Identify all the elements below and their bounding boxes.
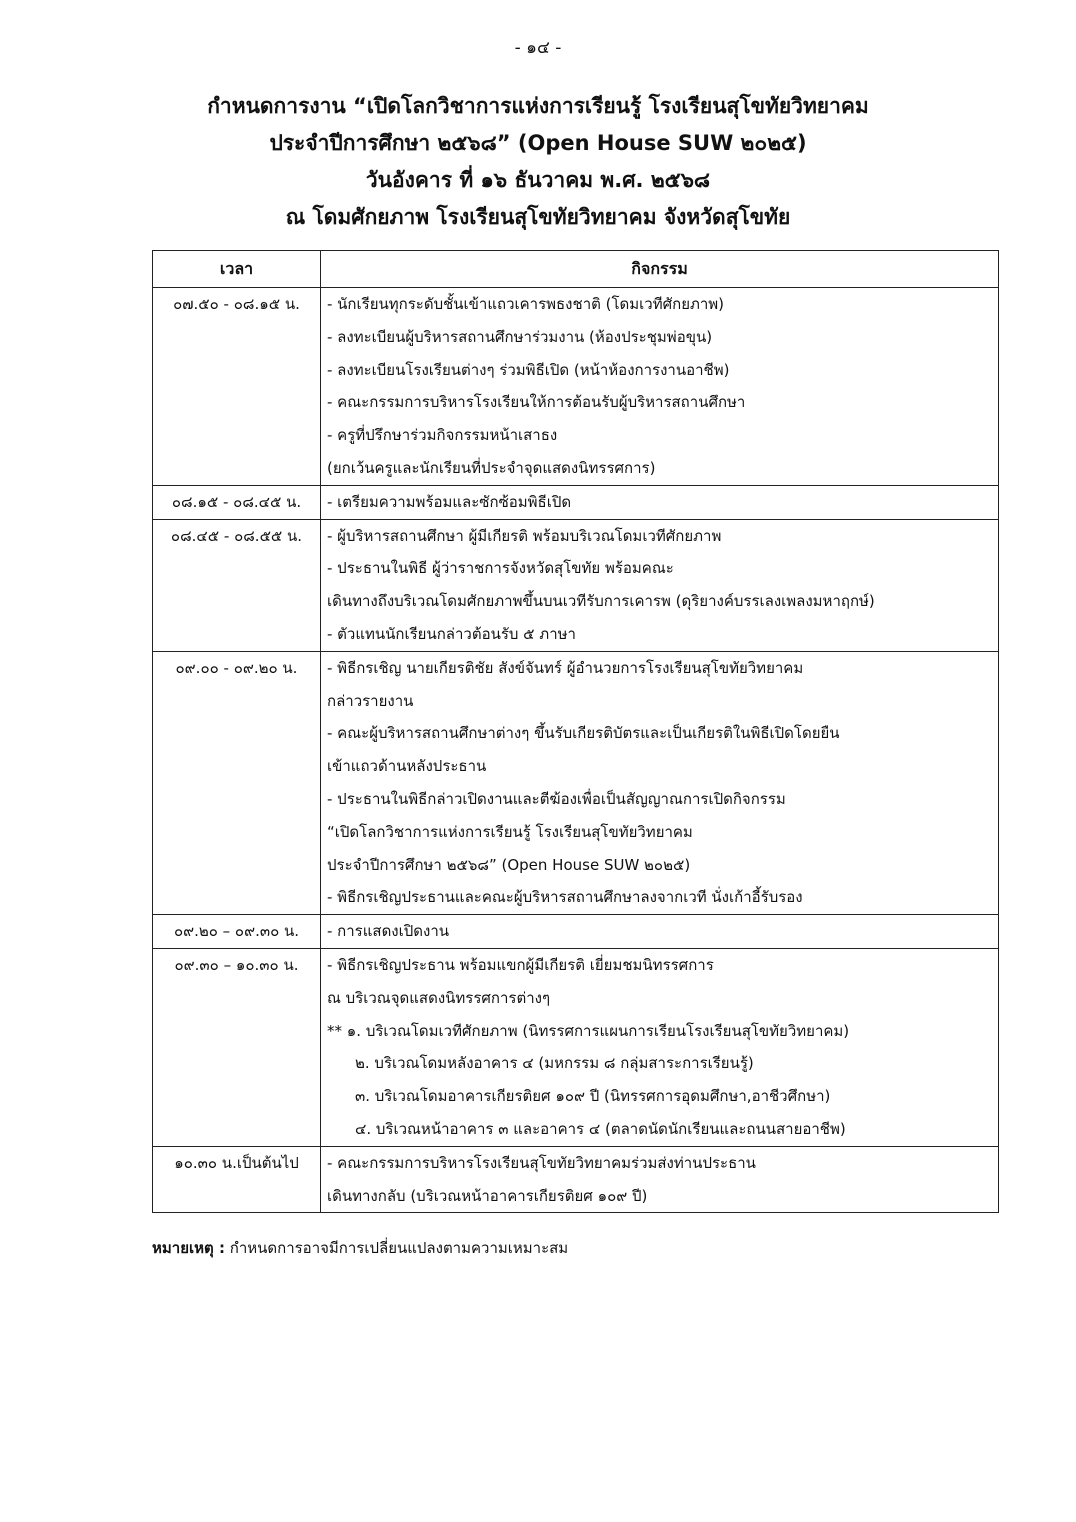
activity-cell bbox=[321, 519, 999, 651]
activity-line: - ลงทะเบียนโรงเรียนต่างๆ ร่วมพิธีเปิด (หน้าห้องการงานอาชีพ) bbox=[327, 360, 730, 379]
activity-line: - คณะกรรมการบริหารโรงเรียนให้การต้อนรับผู้บริหารสถานศึกษา bbox=[327, 393, 746, 412]
schedule-table bbox=[152, 250, 999, 1213]
time-cell: ๐๙.๓๐ – ๑๐.๓๐ น. bbox=[153, 948, 321, 1146]
title-line-4: ณ โดมศักยภาพ โรงเรียนสุโขทัยวิทยาคม จังหวัดสุโขทัย bbox=[285, 205, 791, 229]
time-cell: ๐๙.๒๐ – ๐๙.๓๐ น. bbox=[153, 915, 321, 949]
time-cell: ๑๐.๓๐ น.เป็นต้นไป bbox=[153, 1146, 321, 1213]
activity-line: - ผู้บริหารสถานศึกษา ผู้มีเกียรติ พร้อมบริเวณโดมเวทีศักยภาพ bbox=[327, 526, 722, 545]
table-row bbox=[153, 1146, 999, 1213]
activity-line: ๓. บริเวณโดมอาคารเกียรติยศ ๑๐๙ ปี (นิทรรศการอุดมศึกษา,อาชีวศึกษา) bbox=[355, 1087, 831, 1106]
activity-cell bbox=[321, 948, 999, 1146]
activity-line: - คณะผู้บริหารสถานศึกษาต่างๆ ขึ้นรับเกียรติบัตรและเป็นเกียรติในพิธีเปิดโดยยืน bbox=[327, 724, 840, 743]
activity-line: ** ๑. บริเวณโดมเวทีศักยภาพ (นิทรรศการแผนการเรียนโรงเรียนสุโขทัยวิทยาคม) bbox=[327, 1021, 850, 1040]
activity-line: - การแสดงเปิดงาน bbox=[327, 922, 450, 941]
title-line-3: วันอังคาร ที่ ๑๖ ธันวาคม พ.ศ. ๒๕๖๘ bbox=[365, 168, 711, 192]
activity-line: ประจำปีการศึกษา ๒๕๖๘” (Open House SUW ๒๐๒๕) bbox=[327, 855, 691, 874]
activity-line: - เตรียมความพร้อมและซักซ้อมพิธีเปิด bbox=[327, 492, 572, 511]
remark-label: หมายเหตุ : bbox=[152, 1239, 225, 1257]
activity-line: เดินทางกลับ (บริเวณหน้าอาคารเกียรติยศ ๑๐๙ ปี) bbox=[327, 1186, 648, 1205]
table-row bbox=[153, 915, 999, 949]
activity-column-header: กิจกรรม bbox=[321, 251, 999, 288]
table-row bbox=[153, 948, 999, 1146]
activity-line: ณ บริเวณจุดแสดงนิทรรศการต่างๆ bbox=[327, 988, 551, 1007]
document-title bbox=[80, 88, 996, 236]
table-row bbox=[153, 288, 999, 486]
activity-line: - ตัวแทนนักเรียนกล่าวต้อนรับ ๕ ภาษา bbox=[327, 624, 576, 643]
activity-line: - ประธานในพิธีกล่าวเปิดงานและตีฆ้องเพื่อเป็นสัญญาณการเปิดกิจกรรม bbox=[327, 789, 786, 808]
time-cell: ๐๘.๔๕ - ๐๘.๕๕ น. bbox=[153, 519, 321, 651]
table-row bbox=[153, 651, 999, 914]
title-line-1: กำหนดการงาน “เปิดโลกวิชาการแห่งการเรียนรู้ โรงเรียนสุโขทัยวิทยาคม bbox=[207, 94, 869, 118]
activity-line: - ครูที่ปรึกษาร่วมกิจกรรมหน้าเสาธง bbox=[327, 426, 558, 445]
remark-note bbox=[152, 1236, 568, 1260]
time-cell: ๐๘.๑๕ - ๐๘.๔๕ น. bbox=[153, 485, 321, 519]
table-row bbox=[153, 485, 999, 519]
activity-line: เข้าแถวด้านหลังประธาน bbox=[327, 757, 487, 776]
activity-cell bbox=[321, 651, 999, 914]
activity-line: - พิธีกรเชิญประธานและคณะผู้บริหารสถานศึกษาลงจากเวที นั่งเก้าอี้รับรอง bbox=[327, 888, 803, 907]
activity-line: ๔. บริเวณหน้าอาคาร ๓ และอาคาร ๔ (ตลาดนัดนักเรียนและถนนสายอาชีพ) bbox=[355, 1119, 846, 1138]
page-number: - ๑๔ - bbox=[514, 38, 562, 58]
activity-line: - นักเรียนทุกระดับชั้นเข้าแถวเคารพธงชาติ (โดมเวทีศักยภาพ) bbox=[327, 295, 725, 313]
activity-line: - พิธีกรเชิญ นายเกียรติชัย สังข์จันทร์ ผู้อำนวยการโรงเรียนสุโขทัยวิทยาคม bbox=[327, 658, 804, 677]
activity-line: กล่าวรายงาน bbox=[327, 691, 414, 710]
activity-line: - ประธานในพิธี ผู้ว่าราชการจังหวัดสุโขทัย พร้อมคณะ bbox=[327, 559, 674, 578]
remark-text: กำหนดการอาจมีการเปลี่ยนแปลงตามความเหมาะสม bbox=[224, 1239, 569, 1257]
table-row bbox=[153, 519, 999, 651]
activity-line: ๒. บริเวณโดมหลังอาคาร ๔ (มหกรรม ๘ กลุ่มสาระการเรียนรู้) bbox=[355, 1054, 754, 1073]
activity-cell bbox=[321, 1146, 999, 1213]
activity-line: - พิธีกรเชิญประธาน พร้อมแขกผู้มีเกียรติ เยี่ยมชมนิทรรศการ bbox=[327, 955, 714, 974]
activity-line: (ยกเว้นครูและนักเรียนที่ประจำจุดแสดงนิทรรศการ) bbox=[327, 458, 656, 477]
time-cell: ๐๗.๕๐ - ๐๘.๑๕ น. bbox=[153, 288, 321, 486]
activity-cell bbox=[321, 485, 999, 519]
activity-line: “เปิดโลกวิชาการแห่งการเรียนรู้ โรงเรียนสุโขทัยวิทยาคม bbox=[327, 822, 693, 841]
time-column-header: เวลา bbox=[153, 251, 321, 288]
time-cell: ๐๙.๐๐ - ๐๙.๒๐ น. bbox=[153, 651, 321, 914]
title-line-2: ประจำปีการศึกษา ๒๕๖๘” (Open House SUW ๒๐๒๕) bbox=[269, 131, 807, 155]
table-header-row bbox=[153, 251, 999, 288]
activity-cell bbox=[321, 288, 999, 486]
activity-line: เดินทางถึงบริเวณโดมศักยภาพขึ้นบนเวทีรับการเคารพ (ดุริยางค์บรรเลงเพลงมหาฤกษ์) bbox=[327, 592, 875, 611]
activity-line: - ลงทะเบียนผู้บริหารสถานศึกษาร่วมงาน (ห้องประชุมพ่อขุน) bbox=[327, 327, 713, 346]
activity-line: - คณะกรรมการบริหารโรงเรียนสุโขทัยวิทยาคมร่วมส่งท่านประธาน bbox=[327, 1153, 756, 1172]
activity-cell bbox=[321, 915, 999, 949]
